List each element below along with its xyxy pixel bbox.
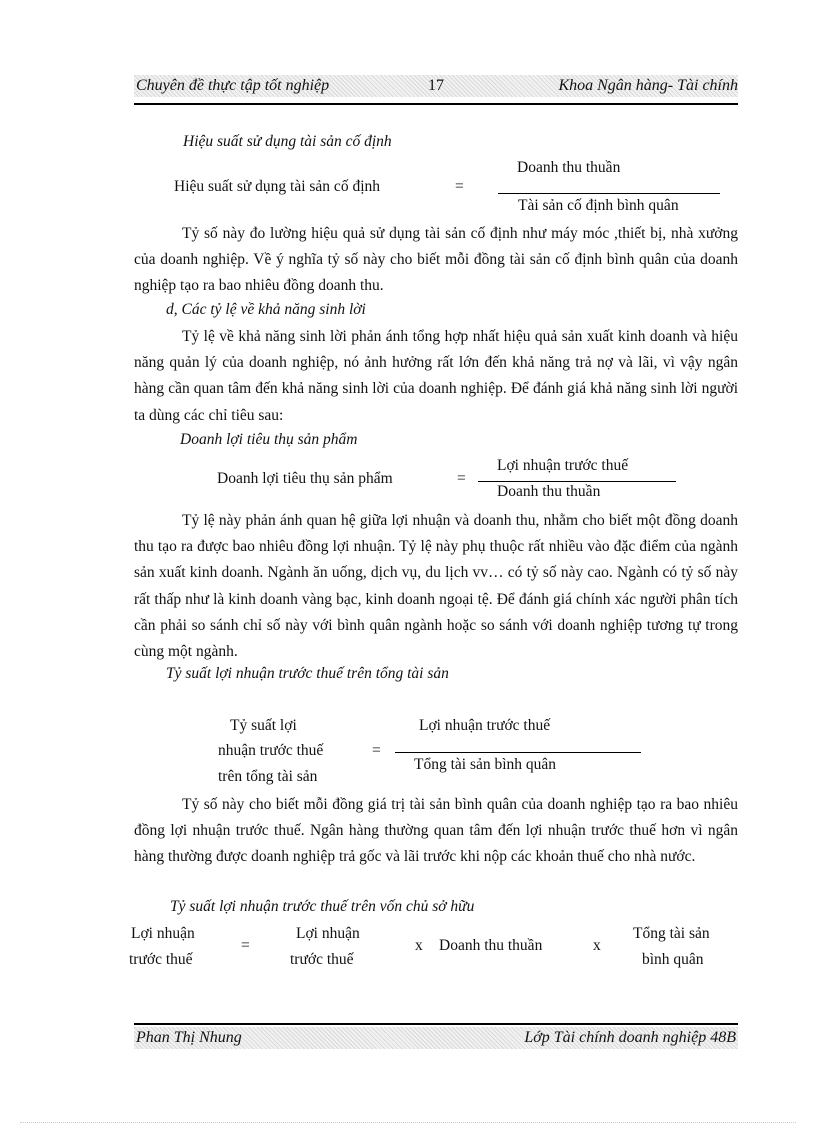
sales-profit-explanation: Tỷ lệ này phản ánh quan hệ giữa lợi nhuận và doanh thu, nhằm cho biết một đồng doanh thu tạo ra được bao nhiêu đồng lợi nhuận. Tỷ lệ này phụ thuộc rất nhiều vào đặc điểm của ngành sản xuất kinh doanh. Ngành ăn uống, dịch vụ, du lịch vv… có tỷ số này cao. Ngành có tỷ số này rất thấp như là kinh doanh vàng bạc, kinh doanh ngoại tệ. Để đánh giá chính xác người phân tích cần phải so sánh chỉ số này với bình quân ngành hoặc so sánh với doanh nghiệp tương tự trong cùng một ngành. — [134, 512, 738, 661]
formula3-equals: = — [372, 742, 381, 759]
formula2-equals: = — [457, 470, 466, 487]
formula4-term3: Doanh thu thuần — [439, 937, 543, 954]
heading-sales-profit-margin: Doanh lợi tiêu thụ sản phẩm — [180, 431, 358, 448]
formula1-equals: = — [455, 178, 464, 195]
header-document-title: Chuyên đề thực tập tốt nghiệp — [136, 77, 330, 94]
heading-fixed-asset-efficiency: Hiệu suất sử dụng tài sản cố định — [183, 133, 392, 150]
profitability-explanation: Tỷ lệ về khả năng sinh lời phản ánh tổng hợp nhất hiệu quả sản xuất kinh doanh và hiệu năng quản lý của doanh nghiệp, nó ảnh hưởng rất lớn đến khả năng trả nợ và lãi, vì vậy ngân hàng cần quan tâm đến khả năng sinh lời của doanh nghiệp. Để đánh giá khả năng sinh lời người ta dùng các chỉ tiêu sau: — [134, 328, 738, 424]
formula2-numerator: Lợi nhuận trước thuế — [497, 457, 629, 474]
formula2-lhs: Doanh lợi tiêu thụ sản phẩm — [217, 470, 393, 487]
formula4-times2: x — [593, 937, 601, 954]
header-department: Khoa Ngân hàng- Tài chính — [558, 77, 738, 94]
formula2-denominator: Doanh thu thuần — [497, 483, 601, 500]
formula4-term2-line1: Lợi nhuận — [296, 925, 360, 942]
header-rule — [134, 103, 738, 105]
heading-return-on-equity: Tỷ suất lợi nhuận trước thuế trên vốn chủ sở hữu — [170, 898, 475, 915]
formula1-numerator: Doanh thu thuần — [517, 159, 621, 176]
footer-author: Phan Thị Nhung — [136, 1029, 242, 1046]
formula3-fraction-bar — [395, 752, 641, 753]
heading-profitability-ratios: d, Các tỷ lệ về khả năng sinh lời — [166, 301, 366, 318]
formula1-lhs: Hiệu suất sử dụng tài sản cố định — [174, 178, 380, 195]
return-on-assets-explanation: Tỷ số này cho biết mỗi đồng giá trị tài sản bình quân của doanh nghiệp tạo ra bao nhiêu đồng lợi nhuận trước thuế. Ngân hàng thường quan tâm đến lợi nhuận trước thuế hơn vì ngân hàng thường được doanh nghiệp trả gốc và lãi trước khi nộp các khoản thuế cho nhà nước. — [134, 796, 738, 866]
fixed-asset-explanation: Tỷ số này đo lường hiệu quả sử dụng tài sản cố định như máy móc ,thiết bị, nhà xưởng của doanh nghiệp. Về ý nghĩa tỷ số này cho biết mỗi đồng tài sản cố định bình quân của doanh nghiệp tạo ra bao nhiêu đồng doanh thu. — [134, 225, 738, 295]
formula3-denominator: Tổng tài sản bình quân — [414, 756, 557, 773]
formula4-times1: x — [415, 937, 423, 954]
header-page-number: 17 — [428, 77, 444, 94]
formula4-equals: = — [241, 937, 250, 954]
formula4-term4-line2: bình quân — [642, 951, 704, 968]
formula4-term1-line1: Lợi nhuận — [131, 925, 195, 942]
formula3-lhs-line1: Tỷ suất lợi — [230, 717, 297, 734]
formula3-lhs-line2: nhuận trước thuế — [218, 742, 324, 759]
footer-class: Lớp Tài chính doanh nghiệp 48B — [524, 1029, 736, 1046]
heading-return-on-assets: Tỷ suất lợi nhuận trước thuế trên tổng tài sản — [166, 665, 449, 682]
formula4-term2-line2: trước thuế — [290, 951, 354, 968]
formula1-fraction-bar — [498, 193, 720, 194]
formula4-term4-line1: Tổng tài sản — [633, 925, 710, 942]
footer-rule — [134, 1023, 738, 1025]
formula3-lhs-line3: trên tổng tài sản — [218, 768, 318, 785]
formula1-denominator: Tài sản cố định bình quân — [518, 197, 679, 214]
formula3-numerator: Lợi nhuận trước thuế — [419, 717, 551, 734]
formula4-term1-line2: trước thuế — [129, 951, 193, 968]
